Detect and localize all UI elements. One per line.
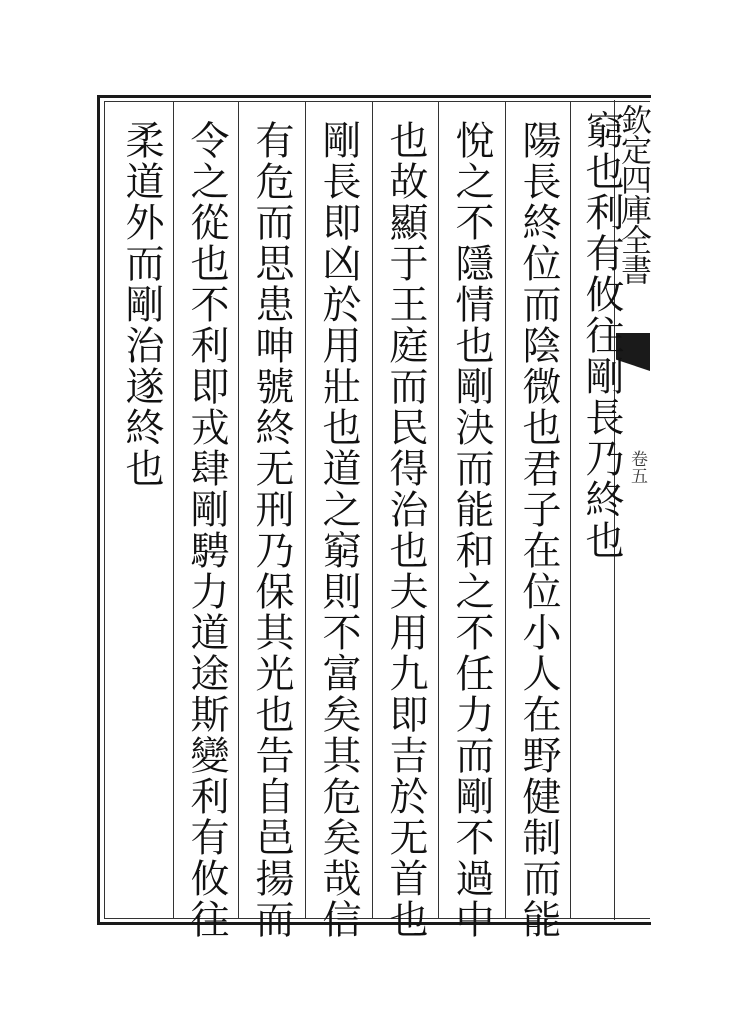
text-column-6: 有危而思患呻號終无刑乃保其光也告自邑揚而 bbox=[249, 120, 294, 940]
text-column-4: 也故顯于王庭而民得治也夫用九即吉於无首也 bbox=[383, 120, 428, 940]
column-rule bbox=[570, 102, 571, 918]
column-rule bbox=[238, 102, 239, 918]
text-column-5: 剛長即凶於用壯也道之窮則不富矣其危矣哉信 bbox=[316, 120, 361, 940]
text-column-1: 窮也利有攸往剛長乃終也 bbox=[579, 110, 624, 561]
fold-title: 欽定四庫全書 bbox=[615, 104, 651, 284]
text-column-8: 柔道外而剛治遂終也 bbox=[119, 120, 164, 489]
text-column-3: 悅之不隱情也剛決而能和之不任力而剛不過中 bbox=[449, 120, 494, 940]
column-rule bbox=[438, 102, 439, 918]
text-column-2: 陽長終位而陰微也君子在位小人在野健制而能 bbox=[516, 120, 561, 940]
fold-juan-number: 卷五 bbox=[627, 450, 647, 484]
text-column-7: 令之從也不利即戎肆剛騁力道途斯變利有攸往 bbox=[184, 120, 229, 940]
column-rule bbox=[305, 102, 306, 918]
column-rule bbox=[173, 102, 174, 918]
column-rule bbox=[372, 102, 373, 918]
column-rule bbox=[505, 102, 506, 918]
